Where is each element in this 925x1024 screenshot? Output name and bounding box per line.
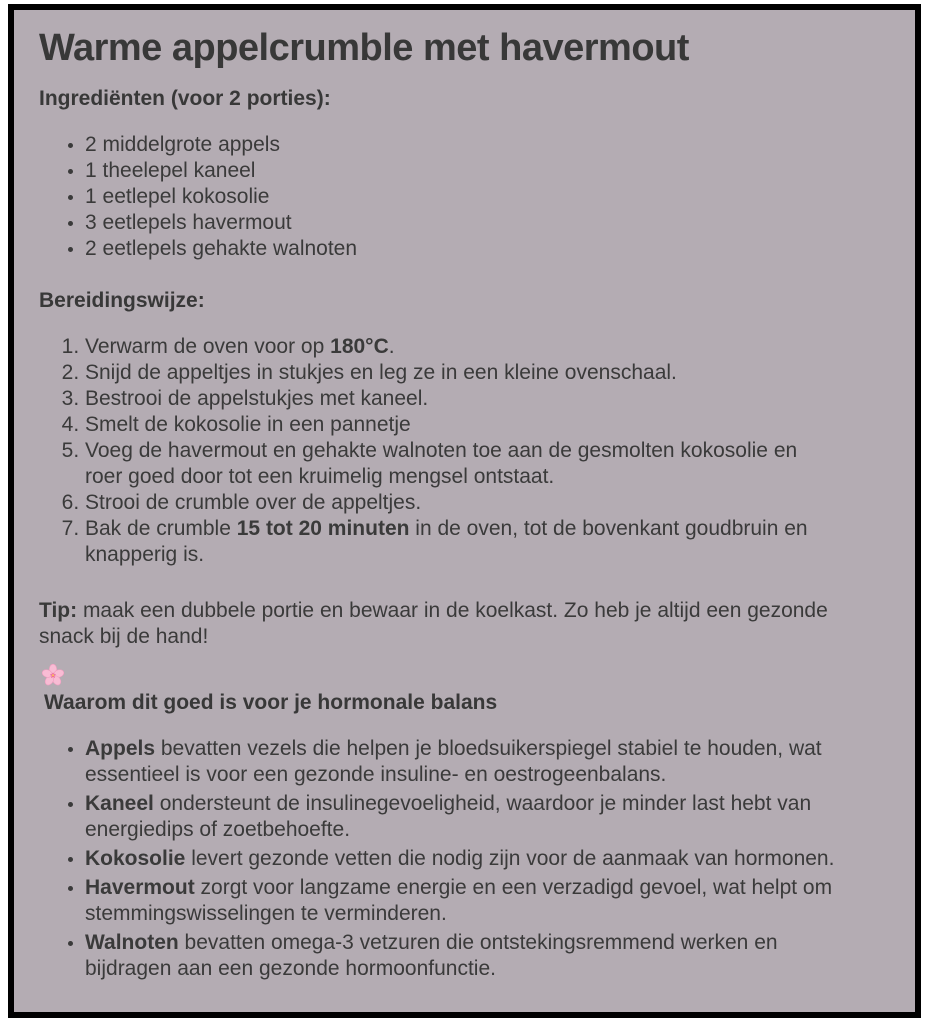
preparation-steps-list [39,334,838,568]
benefit-text: zorgt voor langzame energie en een verzadigd gevoel, wat helpt om stemmingswisselingen te verminderen. [85,875,833,925]
recipe-card [8,4,921,1018]
benefit-item [85,875,838,927]
benefit-item [85,846,838,872]
benefit-name: Appels [85,736,156,760]
step-item [85,490,838,516]
benefit-item [85,791,838,843]
ingredient-item: • 2 eetlepels gehakte walnoten [85,236,838,262]
ingredient-item: • 1 eetlepel kokosolie [85,184,838,210]
benefit-item [85,736,838,788]
step-text: Verwarm de oven voor op [85,334,331,358]
benefit-name: Walnoten [85,930,179,954]
step-text: Voeg de havermout en gehakte walnoten toe aan de gesmolten kokosolie en roer goed door tot een kruimelig mengsel ontstaat. [85,438,798,488]
step-bold-text: 15 tot 20 minuten [236,516,410,540]
benefit-name: Kaneel [85,791,154,815]
step-item [85,438,838,490]
benefit-name: Kokosolie [85,846,186,870]
benefit-name: Havermout [85,875,195,899]
benefit-text: levert gezonde vetten die nodig zijn voor de aanmaak van hormonen. [185,846,835,870]
step-item [85,334,838,360]
step-text: Strooi de crumble over de appeltjes. [85,490,422,514]
benefit-item [85,930,838,982]
benefit-text: bevatten vezels die helpen je bloedsuikerspiegel stabiel te houden, wat essentieel is voor een gezonde insuline- en oestrogeenbalans. [85,736,822,786]
benefits-heading: Waarom dit goed is voor je hormonale balans [44,690,498,714]
ingredients-list [39,132,838,262]
step-text: Snijd de appeltjes in stukjes en leg ze in een kleine ovenschaal. [85,360,677,384]
step-text: Smelt de kokosolie in een pannetje [85,412,411,436]
step-item [85,386,838,412]
page-title: Warme appelcrumble met havermout [39,27,689,69]
step-text: Bestrooi de appelstukjes met kaneel. [85,386,429,410]
benefit-text: ondersteunt de insulinegevoeligheid, waardoor je minder last hebt van energiedips of zoetbehoefte. [85,791,812,841]
tip-paragraph [39,598,845,650]
ingredients-heading: Ingrediënten (voor 2 porties): [39,86,331,110]
step-item [85,412,838,438]
ingredient-item: • 3 eetlepels havermout [85,210,838,236]
step-item [85,516,838,568]
step-item [85,360,838,386]
step-text: in de oven, tot de bovenkant goudbruin en knapperig is. [85,516,808,566]
step-text: . [388,334,395,358]
step-text: Bak de crumble [85,516,237,540]
benefit-text: bevatten omega-3 vetzuren die ontstekingsremmend werken en bijdragen aan een gezonde hormoonfunctie. [85,930,778,980]
cherry-blossom-icon [42,664,64,686]
ingredient-item: • 2 middelgrote appels [85,132,838,158]
tip-label: Tip: [39,598,78,622]
step-bold-text: 180°C [330,334,389,358]
tip-text: maak een dubbele portie en bewaar in de koelkast. Zo heb je altijd een gezonde snack bij de hand! [39,598,828,648]
benefits-list [39,736,838,982]
ingredient-item: • 1 theelepel kaneel [85,158,838,184]
preparation-heading: Bereidingswijze: [39,288,205,312]
